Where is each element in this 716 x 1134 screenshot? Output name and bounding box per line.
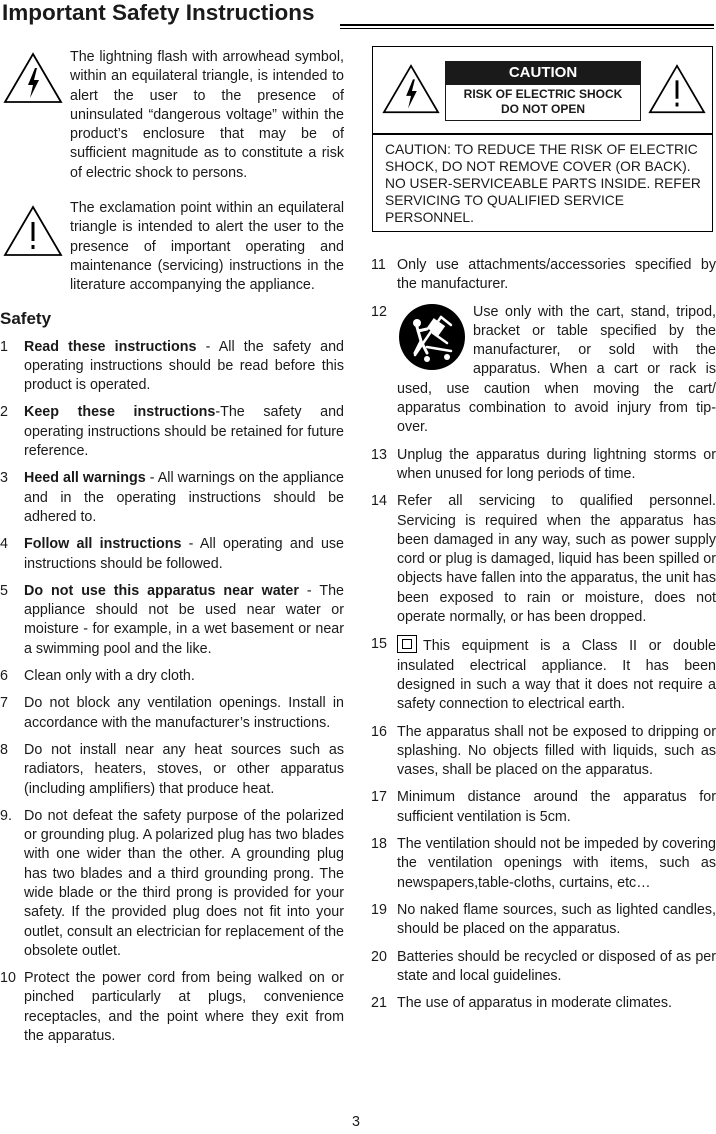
lightning-warning-icon <box>381 61 441 121</box>
item-text: -The safety and operating instructions should be retained for future reference. <box>24 404 344 460</box>
item-number: 17 <box>371 789 387 806</box>
list-item <box>0 741 344 799</box>
title-rule-thin <box>340 28 714 29</box>
item-number: 11 <box>371 257 386 273</box>
exclamation-symbol-block <box>0 199 344 295</box>
list-item <box>371 256 716 295</box>
item-text: Minimum distance around the apparatus for sufficient ventilation is 5cm. <box>397 789 716 825</box>
item-number: 20 <box>371 948 387 965</box>
item-number: 13 <box>371 446 387 463</box>
item-bold: Follow all instructions <box>24 536 182 553</box>
list-item <box>0 338 344 396</box>
item-text: The use of apparatus in moderate climates. <box>397 995 672 1012</box>
list-item <box>0 403 344 461</box>
item-text: Do not install near any heat sources such as radiators, heaters, stoves, or other apparatus (including amplifiers) that produce heat. <box>24 741 344 797</box>
right-column <box>371 256 716 1021</box>
list-item <box>371 901 716 940</box>
item-text: Do not block any ventilation openings. Install in accordance with the manufacturer’s instructions. <box>24 695 344 731</box>
item-text: - All warnings on the appliance and in the operating instructions should be adhered to. <box>24 470 344 525</box>
left-column <box>0 48 344 1054</box>
list-item <box>0 969 344 1046</box>
caution-text: CAUTION: TO REDUCE THE RISK OF ELECTRIC SHOCK, DO NOT REMOVE COVER (OR BACK). NO USER-SERVICEABLE PARTS INSIDE. REFER SERVICING TO QUALIFIED SERVICE PERSONNEL. <box>385 142 701 225</box>
title-rule <box>340 24 714 26</box>
safety-heading: Safety <box>0 308 52 328</box>
list-item <box>0 667 344 686</box>
caution-title: CAUTION <box>445 61 641 85</box>
item-bold: Read these instructions <box>24 338 197 355</box>
caution-label <box>445 61 641 121</box>
item-text: The ventilation should not be impeded by covering the ventilation openings with items, such as newspapers,table-cloths, curtains, etc… <box>397 836 716 891</box>
list-item <box>0 582 344 659</box>
item-text: Refer all servicing to qualified personnel. Servicing is required when the apparatus has been damaged in any way, such as power supply cord or plug is damaged, liquid has been spilled or objects have fallen into the apparatus, the unit has been exposed to rain or moisture, does not operate normally, or has been dropped. <box>397 493 716 626</box>
list-item <box>371 723 716 781</box>
risk-line-1: RISK OF ELECTRIC SHOCK <box>463 87 623 101</box>
list-item <box>0 694 344 733</box>
list-item <box>371 303 716 438</box>
list-item <box>371 788 716 827</box>
item-number: 6 <box>0 668 8 685</box>
item-number: 19 <box>371 901 387 918</box>
item-number: 16 <box>371 723 387 740</box>
item-number: 9. <box>0 807 12 824</box>
exclamation-warning-icon <box>647 61 707 121</box>
item-bold: Do not use this apparatus near water <box>24 582 299 599</box>
lightning-symbol-text: The lightning flash with arrowhead symbol, within an equilateral triangle, is intended to alert the user to the presence of uninsulated “dangerous voltage” within the product’s enclosure that may be of sufficient magnitude as to constitute a risk of electric shock to persons. <box>70 49 344 181</box>
item-text: Do not defeat the safety purpose of the polarized or grounding plug. A polarized plug has two blades with one wider than the other. A grounding plug has two blades and a third grounding prong. The wide blade or the third prong is provided for your safety. If the provided plug does not fit into your outlet, consult an electrician for replacement of the obsolete outlet. <box>24 807 344 959</box>
item-text: Clean only with a dry cloth. <box>24 668 195 685</box>
list-item <box>371 492 716 627</box>
page-number: 3 <box>352 1114 360 1130</box>
item-number: 1 <box>0 338 8 355</box>
item-text: Unplug the apparatus during lightning storms or when unused for long periods of time. <box>397 446 716 482</box>
exclamation-symbol-text: The exclamation point within an equilateral triangle is intended to alert the user to the presence of important operating and maintenance (servicing) instructions in the literature accompanying the appliance. <box>70 200 344 294</box>
class-ii-icon <box>397 635 417 653</box>
caution-risk <box>445 85 641 121</box>
item-number: 3 <box>0 470 8 487</box>
list-item <box>371 948 716 987</box>
caution-box <box>372 46 713 232</box>
lightning-warning-icon <box>2 50 64 110</box>
item-text: - All operating and use instructions should be followed. <box>24 536 345 572</box>
item-number: 21 <box>371 995 387 1012</box>
list-item <box>0 535 344 574</box>
item-number: 8 <box>0 741 8 758</box>
item-text: Batteries should be recycled or disposed of as per state and local guidelines. <box>397 948 716 984</box>
page-title: Important Safety Instructions <box>2 0 315 25</box>
item-text: Only use attachments/accessories specified by the manufacturer. <box>397 257 716 293</box>
risk-line-2: DO NOT OPEN <box>500 102 585 116</box>
caution-divider <box>373 133 712 135</box>
list-item <box>371 835 716 893</box>
item-number: 2 <box>0 404 8 421</box>
list-item <box>371 446 716 485</box>
item-bold: Keep these instructions <box>24 404 216 421</box>
exclamation-warning-icon <box>2 203 64 263</box>
item-text: The apparatus shall not be exposed to dripping or splashing. No objects filled with liquids, such as vases, shall be placed on the apparatus. <box>397 723 716 779</box>
item-number: 14 <box>371 493 387 510</box>
item-bold: Heed all warnings <box>24 470 146 487</box>
item-number: 7 <box>0 695 8 712</box>
item-text: - All the safety and operating instructions should be read before this product is operated. <box>24 338 344 394</box>
cart-tipover-icon <box>397 303 467 371</box>
item-text: - The appliance should not be used near water or moisture - for example, in a wet basement or near a swimming pool and the like. <box>24 582 344 657</box>
item-number: 18 <box>371 836 387 853</box>
list-item <box>0 469 344 527</box>
item-number: 10 <box>0 970 16 987</box>
item-number: 12 <box>371 303 387 320</box>
item-text: Protect the power cord from being walked on or pinched particularly at plugs, convenience receptacles, and the point where they exit from the apparatus. <box>24 970 344 1045</box>
item-text: Use only with the cart, stand, tripod, bracket or table specified by the manufacturer, or sold with the apparatus. When a cart or rack is used, use caution when moving the cart/ apparatus combination to avoid injury from tip-over. <box>397 303 716 436</box>
list-item <box>371 994 716 1013</box>
list-item <box>0 807 344 961</box>
item-text: No naked flame sources, such as lighted candles, should be placed on the apparatus. <box>397 901 716 938</box>
list-item <box>371 635 716 714</box>
item-number: 15 <box>371 636 387 653</box>
item-number: 4 <box>0 536 8 553</box>
item-text: This equipment is a Class II or double insulated electrical appliance. It has been designed in such a way that it does not require a safety connection to electrical earth. <box>397 638 716 713</box>
item-number: 5 <box>0 582 8 599</box>
lightning-symbol-block <box>0 48 344 183</box>
